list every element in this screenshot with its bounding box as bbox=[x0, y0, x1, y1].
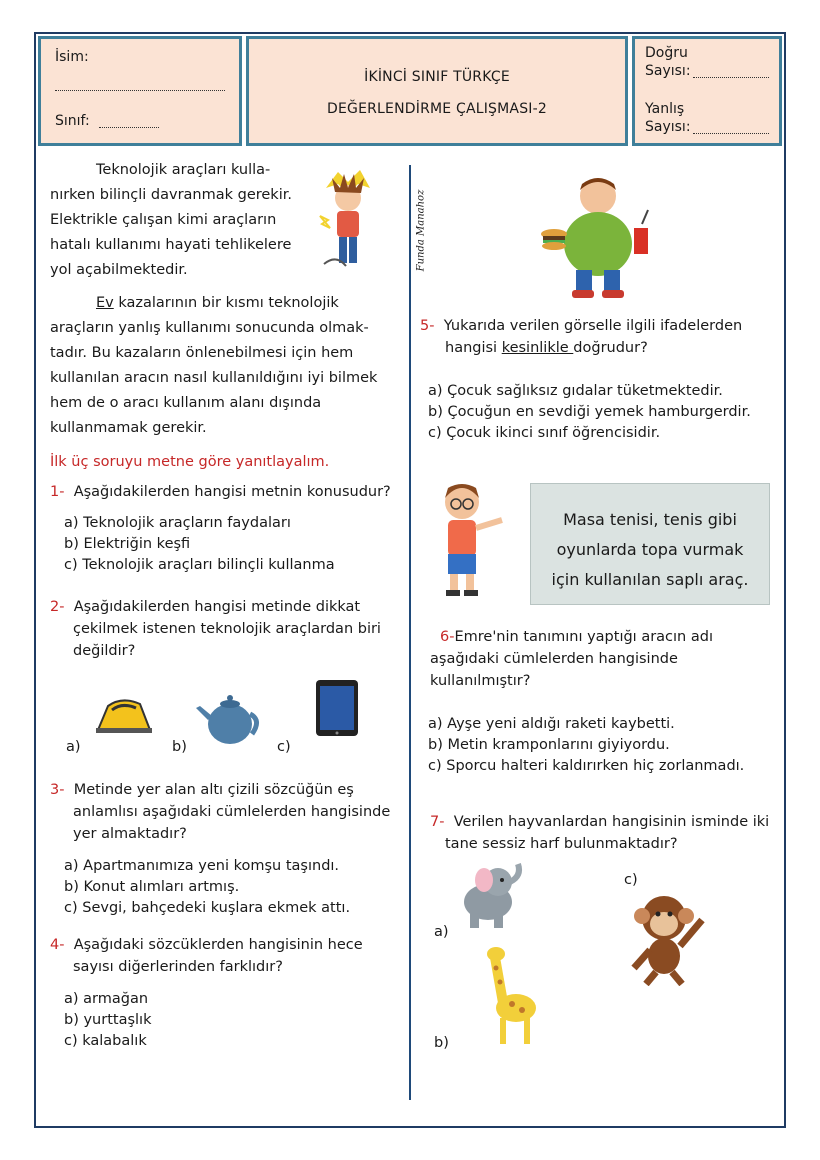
question-number: 2- bbox=[50, 599, 65, 615]
q1-option-c[interactable]: c) Teknolojik araçları bilinçli kullanma bbox=[64, 557, 335, 573]
passage-line: kullanılan aracın nasıl kullanıldığını iyi bilmek bbox=[50, 370, 378, 386]
underlined-word: Ev bbox=[96, 295, 114, 311]
giraffe-icon bbox=[480, 942, 550, 1046]
question-5 bbox=[420, 316, 742, 336]
passage-line: Elektrikle çalışan kimi araçların bbox=[50, 212, 277, 228]
student-info-box bbox=[38, 36, 242, 146]
question-text: Aşağıdakilerden hangisi metnin konusudur? bbox=[73, 484, 391, 500]
q3-option-a[interactable]: a) Apartmanımıza yeni komşu taşındı. bbox=[64, 858, 340, 874]
question-number: 3- bbox=[50, 782, 65, 798]
correct-label: Doğru bbox=[645, 45, 688, 61]
question-text-part: doğrudur? bbox=[573, 340, 648, 356]
question-number: 1- bbox=[50, 484, 65, 500]
passage-text: kazalarının bir kısmı teknolojik bbox=[113, 295, 339, 311]
q6-option-c[interactable]: c) Sporcu halteri kaldırırken hiç zorlanmadı. bbox=[428, 758, 745, 774]
worksheet-title-line2: DEĞERLENDİRME ÇALIŞMASI-2 bbox=[327, 101, 547, 117]
speech-bubble bbox=[530, 483, 770, 605]
q2-option-b[interactable]: b) bbox=[172, 739, 187, 755]
iron-icon bbox=[92, 694, 154, 736]
question-number: 4- bbox=[50, 937, 65, 953]
correct-count-label: Sayısı: bbox=[645, 63, 691, 79]
class-line[interactable] bbox=[99, 127, 159, 128]
q2-option-c[interactable]: c) bbox=[277, 739, 291, 755]
wrong-label: Yanlış bbox=[645, 101, 685, 117]
q5-option-a[interactable]: a) Çocuk sağlıksız gıdalar tüketmektedir. bbox=[428, 383, 723, 399]
question-number: 5- bbox=[420, 318, 435, 334]
passage-line: hem de o aracı kullanım alanı dışında bbox=[50, 395, 322, 411]
passage-line: nırken bilinçli davranmak gerekir. bbox=[50, 187, 292, 203]
bubble-text: için kullanılan saplı araç. bbox=[551, 570, 749, 589]
underlined-word: kesinlikle bbox=[501, 340, 574, 356]
passage-line: yol açabilmektedir. bbox=[50, 262, 188, 278]
passage-line: kullanmamak gerekir. bbox=[50, 420, 207, 436]
q7-option-b[interactable]: b) bbox=[434, 1035, 449, 1051]
q7-option-c[interactable]: c) bbox=[624, 872, 638, 888]
monkey-icon bbox=[622, 890, 712, 986]
q3-option-c[interactable]: c) Sevgi, bahçedeki kuşlara ekmek attı. bbox=[64, 900, 351, 916]
correct-count-line[interactable] bbox=[693, 77, 769, 78]
electric-shock-kid-illustration bbox=[318, 168, 378, 280]
passage-line: tadır. Bu kazaların önlenebilmesi için hem bbox=[50, 345, 354, 361]
passage-line bbox=[96, 293, 339, 313]
q7-option-a[interactable]: a) bbox=[434, 924, 449, 940]
question-text: sayısı diğerlerinden farklıdır? bbox=[73, 959, 283, 975]
question-1 bbox=[50, 482, 391, 502]
boy-with-hamburger-illustration bbox=[540, 172, 660, 302]
name-line[interactable] bbox=[55, 89, 225, 91]
q3-option-b[interactable]: b) Konut alımları artmış. bbox=[64, 879, 240, 895]
boy-emre-illustration bbox=[432, 478, 512, 600]
question-2 bbox=[50, 597, 360, 617]
question-4 bbox=[50, 935, 363, 955]
wrong-count-line[interactable] bbox=[693, 133, 769, 134]
instruction: İlk üç soruyu metne göre yanıtlayalım. bbox=[50, 454, 330, 470]
question-text: aşağıdaki cümlelerden hangisinde bbox=[430, 651, 678, 667]
question-text: Emre'nin tanımını yaptığı aracın adı bbox=[454, 629, 713, 645]
q4-option-c[interactable]: c) kalabalık bbox=[64, 1033, 147, 1049]
q5-option-b[interactable]: b) Çocuğun en sevdiği yemek hamburgerdir. bbox=[428, 404, 751, 420]
q4-option-a[interactable]: a) armağan bbox=[64, 991, 149, 1007]
q1-option-b[interactable]: b) Elektriğin keşfi bbox=[64, 536, 191, 552]
question-text: kullanılmıştır? bbox=[430, 673, 531, 689]
question-text: tane sessiz harf bulunmaktadır? bbox=[445, 836, 678, 852]
q2-option-a[interactable]: a) bbox=[66, 739, 81, 755]
passage-line: araçların yanlış kullanımı sonucunda olmak- bbox=[50, 320, 369, 336]
q1-option-a[interactable]: a) Teknolojik araçların faydaları bbox=[64, 515, 291, 531]
bubble-text: oyunlarda topa vurmak bbox=[556, 540, 744, 559]
question-text: Metinde yer alan altı çizili sözcüğün eş bbox=[73, 782, 354, 798]
elephant-icon bbox=[456, 860, 526, 932]
author-signature: Funda Manahoz bbox=[415, 189, 427, 272]
question-text: çekilmek istenen teknolojik araçlardan biri bbox=[73, 621, 381, 637]
question-text: yer almaktadır? bbox=[73, 826, 187, 842]
passage-line: Teknolojik araçları kulla- bbox=[96, 162, 271, 178]
teapot-icon bbox=[194, 690, 264, 748]
question-text-part: hangisi bbox=[445, 340, 502, 356]
question-7 bbox=[430, 812, 769, 832]
passage-line: hatalı kullanımı hayati tehlikelere bbox=[50, 237, 292, 253]
score-box bbox=[632, 36, 782, 146]
question-text: Yukarıda verilen görselle ilgili ifadelerden bbox=[443, 318, 743, 334]
q5-option-c[interactable]: c) Çocuk ikinci sınıf öğrencisidir. bbox=[428, 425, 661, 441]
question-text: değildir? bbox=[73, 643, 136, 659]
question-number: 6- bbox=[440, 629, 455, 645]
question-text: Aşağıdaki sözcüklerden hangisinin hece bbox=[73, 937, 363, 953]
question-text bbox=[445, 338, 648, 358]
question-text: Verilen hayvanlardan hangisinin isminde iki bbox=[453, 814, 770, 830]
question-text: Aşağıdakilerden hangisi metinde dikkat bbox=[73, 599, 361, 615]
question-6 bbox=[440, 627, 713, 647]
wrong-count-label: Sayısı: bbox=[645, 119, 691, 135]
bubble-text: Masa tenisi, tenis gibi bbox=[563, 510, 737, 529]
q6-option-b[interactable]: b) Metin kramponlarını giyiyordu. bbox=[428, 737, 670, 753]
question-number: 7- bbox=[430, 814, 445, 830]
column-divider bbox=[409, 165, 411, 1100]
question-3 bbox=[50, 780, 354, 800]
q6-option-a[interactable]: a) Ayşe yeni aldığı raketi kaybetti. bbox=[428, 716, 675, 732]
q4-option-b[interactable]: b) yurttaşlık bbox=[64, 1012, 152, 1028]
name-label: İsim: bbox=[55, 49, 89, 65]
tablet-icon bbox=[315, 679, 359, 737]
question-text: anlamlısı aşağıdaki cümlelerden hangisinde bbox=[73, 804, 391, 820]
class-label: Sınıf: bbox=[55, 113, 90, 129]
worksheet-title-line1: İKİNCİ SINIF TÜRKÇE bbox=[364, 69, 510, 85]
title-box bbox=[246, 36, 628, 146]
